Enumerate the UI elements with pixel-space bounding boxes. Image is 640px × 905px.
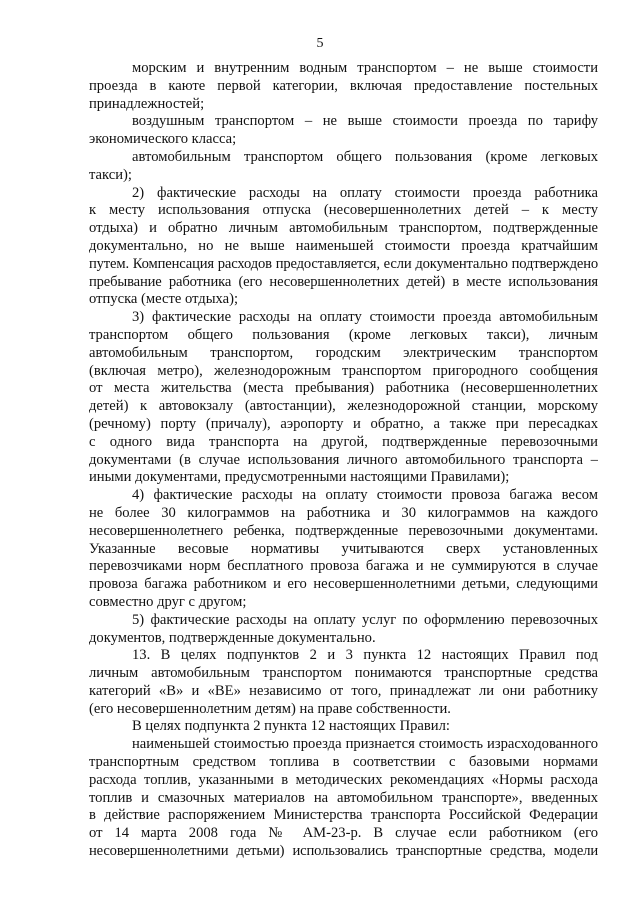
text-line: с одного вида транспорта на другой, подтвержденные перевозочными [89,433,598,450]
text-line: проезда в каюте первой категории, включая предоставление постельных [89,77,598,94]
text-line: в действие распоряжением Министерства транспорта Российской Федерации [89,807,598,824]
text-line: перевозчиками норм бесплатного провоза багажа и не суммируются в случае [89,558,598,575]
document-body [89,60,598,861]
text-line: воздушным транспортом – не выше стоимости проезда по тарифу [132,113,598,130]
text-line: морским и внутренним водным транспортом – не выше стоимости [132,60,598,76]
text-line: наименьшей стоимостью проезда признается стоимость израсходованного [132,736,598,753]
text-line: несовершеннолетнего ребенка, подтвержденные перевозочными документами. [89,522,598,539]
text-line: от места жительства (места пребывания) работника (несовершеннолетних [89,380,598,397]
text-line: 2) фактические расходы на оплату стоимости проезда работника [132,184,598,201]
text-line: совместно друг с другом; [89,593,247,610]
text-line: документально, но не выше наименьшей стоимости проезда кратчайшим [89,237,598,254]
text-line: к месту использования отпуска (несовершеннолетних детей – к месту [89,202,598,219]
text-line: иными документами, предусмотренными настоящими Правилами); [89,469,510,486]
text-line: 4) фактические расходы на оплату стоимости провоза багажа весом [132,487,598,504]
text-line: отдыха) и обратно личным автомобильным транспортом, подтвержденные [89,220,598,237]
text-line: документов, подтвержденные документально. [89,629,376,646]
text-line: Указанные весовые нормативы учитываются сверх установленных [89,540,598,557]
text-line: отпуска (месте отдыха); [89,291,238,308]
text-line: пребывание работника (его несовершеннолетних детей) в месте использования [89,273,598,290]
text-line: топлив и смазочных материалов на автомобильном транспорте», введенных [89,789,598,806]
text-line: транспортным средством топлива в соответствии с базовыми нормами [89,754,598,771]
text-line: 5) фактические расходы на оплату услуг по оформлению перевозочных [132,611,598,628]
text-line: от 14 марта 2008 года № АМ-23-р. В случае если работником (его [89,825,598,842]
text-line: личным автомобильным транспортом понимаются транспортные средства [89,665,598,682]
text-line: категорий «В» и «ВЕ» независимо от того, принадлежат ли они работнику [89,682,598,699]
text-line: автомобильным транспортом, городским электрическим транспортом [89,344,598,361]
text-line: принадлежностей; [89,95,205,112]
text-line: 13. В целях подпунктов 2 и 3 пункта 12 настоящих Правил под [132,647,598,664]
text-line: (включая метро), железнодорожным транспортом пригородного сообщения [89,362,598,379]
text-line: автомобильным транспортом общего пользования (кроме легковых [132,148,598,165]
text-line: путем. Компенсация расходов предоставляется, если документально подтверждено [89,255,598,272]
text-line: 3) фактические расходы на оплату стоимости проезда автомобильным [132,309,598,326]
text-line: не более 30 килограммов на работника и 30 килограммов на каждого [89,504,598,521]
text-line: (речному) порту (причалу), аэропорту и обратно, а также при пересадках [89,415,598,432]
text-line: несовершеннолетними детьми) использовались транспортные средства, модели [89,843,598,860]
text-line: детей) к автовокзалу (автостанции), железнодорожной станции, морскому [89,398,598,415]
text-line: документами (в случае использования личного автомобильного транспорта – [89,451,598,468]
text-line: В целях подпункта 2 пункта 12 настоящих Правил: [132,718,450,735]
text-line: транспортом общего пользования (кроме легковых такси), личным [89,326,598,343]
text-line: экономического класса; [89,131,237,148]
text-line: провоза багажа работником и его несовершеннолетними детьми, следующими [89,576,598,593]
text-line: (его несовершеннолетним детям) на праве собственности. [89,700,451,717]
page-number: 5 [316,36,324,51]
text-line: расхода топлив, указанными в методических рекомендациях «Нормы расхода [89,771,598,788]
text-line: такси); [89,166,132,183]
